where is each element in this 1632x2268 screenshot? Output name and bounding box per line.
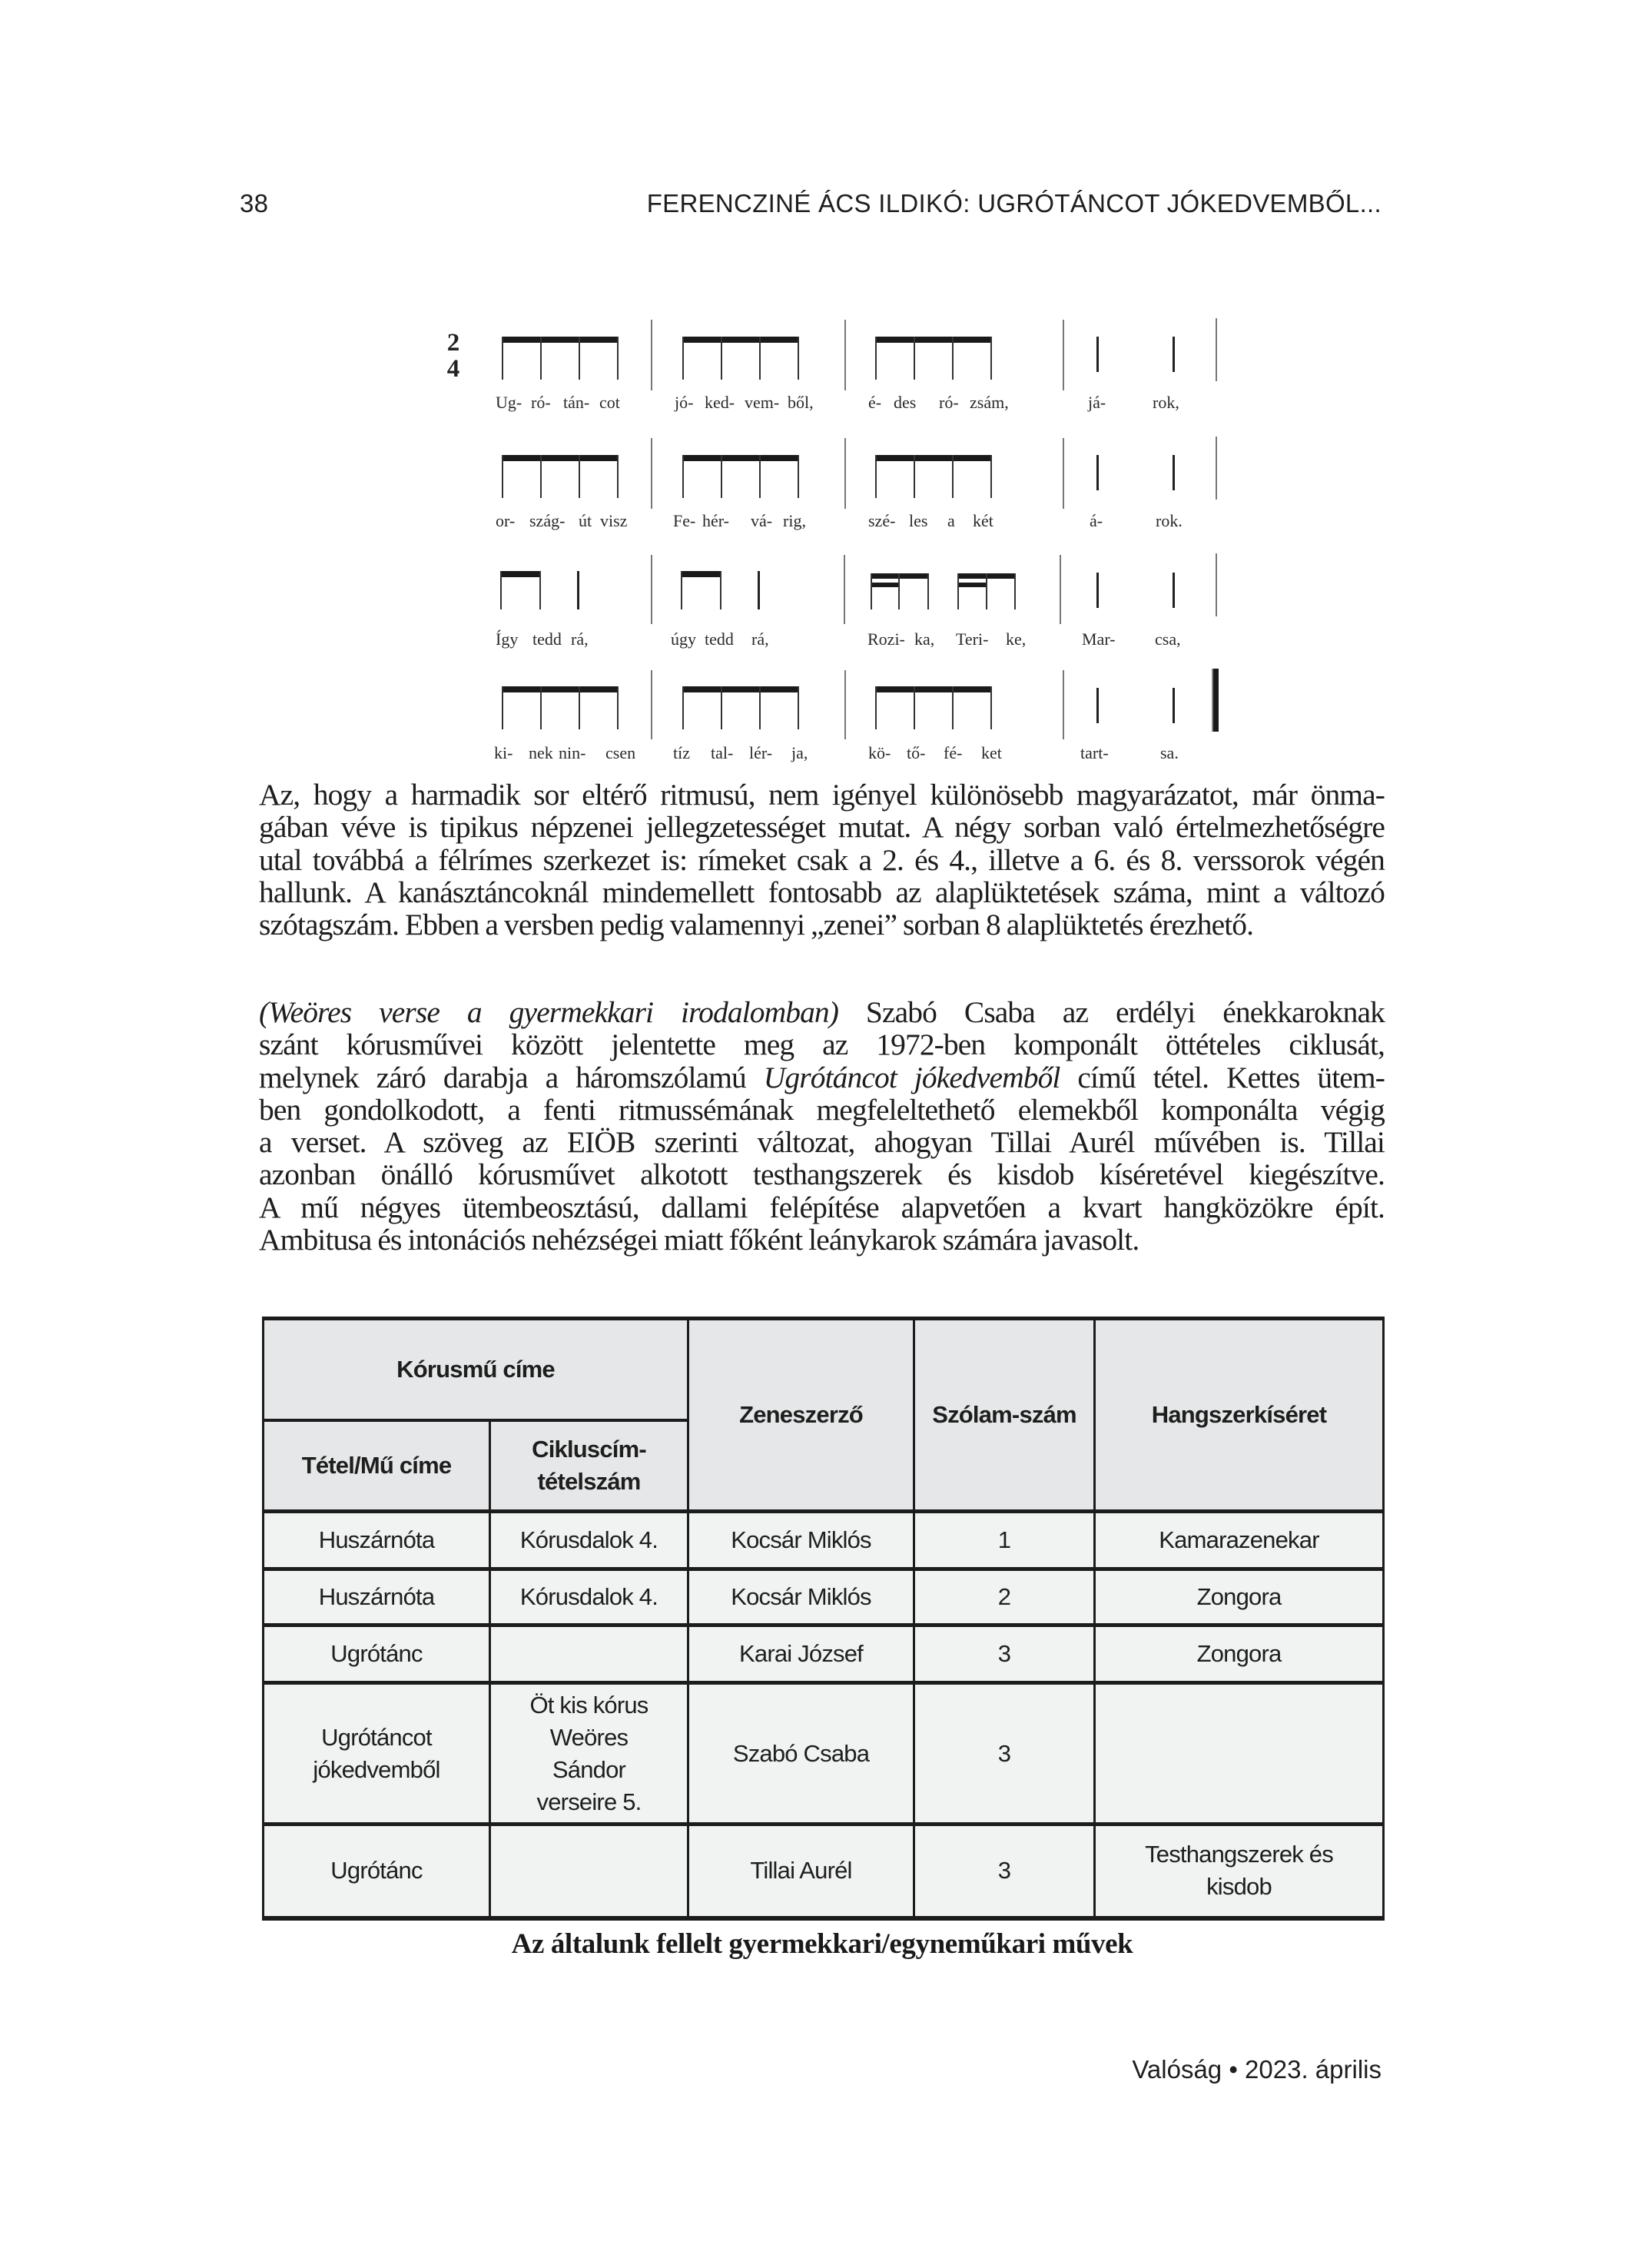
lyric-syllable: ből, [788, 393, 814, 412]
note-stem [990, 686, 992, 729]
lyric-syllable: rok. [1156, 511, 1183, 530]
note-stem [875, 686, 877, 729]
cell-composer: Kocsár Miklós [688, 1569, 914, 1625]
table-row [264, 1625, 1384, 1683]
lyric-syllable: zsám, [970, 393, 1009, 412]
time-signature-denominator: 4 [446, 355, 460, 383]
header-voices: Szólam-szám [914, 1319, 1095, 1512]
table-caption: Az általunk fellelt gyermekkari/egyneműkari művek [511, 1928, 1133, 1960]
cell-composer: Tillai Aurél [688, 1825, 914, 1918]
eighth-beam [681, 571, 721, 577]
cell-voices: 2 [914, 1569, 1095, 1625]
lyric-syllable: tíz [673, 743, 690, 762]
lyric-syllable: vem- [745, 393, 780, 412]
note-stem [952, 337, 954, 380]
lyric-syllable: kö- [868, 743, 891, 762]
lyric-syllable: Teri- [956, 629, 989, 649]
cell-accompaniment [1095, 1825, 1384, 1918]
note-stem [681, 571, 682, 609]
cell-voices: 3 [914, 1625, 1095, 1683]
note-stem [502, 455, 503, 498]
bar-line [844, 670, 846, 739]
bar-line [844, 438, 846, 509]
note-stem [721, 455, 722, 498]
bar-line [1063, 320, 1064, 390]
note-stem [875, 337, 877, 380]
note-stem [500, 571, 502, 609]
header-cycle-title-text: Cikluscím-tételszám [532, 1435, 646, 1495]
cell-title: Ugrótánc [264, 1625, 490, 1683]
note-stem [579, 455, 580, 498]
lyric-syllable: Mar- [1082, 629, 1116, 649]
lyric-syllable: tal- [711, 743, 734, 762]
lyric-syllable: Fe- [673, 511, 696, 530]
lyric-syllable: ja, [791, 743, 808, 762]
eighth-beam [682, 686, 799, 692]
cell-cycle: Kórusdalok 4. [490, 1512, 688, 1569]
lyric-syllable: visz [600, 511, 628, 530]
note-stem [540, 686, 542, 729]
note-stem [957, 573, 959, 609]
lyric-syllable: rá, [571, 629, 589, 649]
lyric-syllable: tán- [563, 393, 590, 412]
note-stem [927, 573, 929, 609]
lyric-syllable: fé- [944, 743, 963, 762]
note-stem [759, 686, 761, 729]
quarter-note-stem [758, 571, 760, 609]
text-line: azonban önálló kórusművet alkotott testhangszerek és kisdob kíséretével kiegészítve. [259, 1157, 1385, 1192]
quarter-note-stem [1173, 337, 1175, 372]
header-movement-title: Tétel/Mű címe [264, 1420, 490, 1512]
eighth-beam [875, 337, 992, 343]
note-stem [720, 571, 721, 609]
cell-title: Huszárnóta [264, 1569, 490, 1625]
text-line: ben gondolkodott, a fenti ritmussémának megfeleltethető elemekből komponálta végig [259, 1092, 1385, 1127]
choral-works-table [262, 1317, 1385, 1921]
note-stem [579, 337, 580, 380]
sixteenth-beam [871, 583, 900, 587]
lyric-syllable: tedd [532, 629, 562, 649]
lyric-syllable: csa, [1155, 629, 1181, 649]
table-row [264, 1825, 1384, 1918]
cell-cycle [490, 1683, 688, 1825]
text-line: Az, hogy a harmadik sor eltérő ritmusú, nem igényel különösebb magyarázatot, már önma- [259, 778, 1385, 812]
lyric-syllable: szé- [868, 511, 896, 530]
header-choral-work-title-group: Kórusmű címe [264, 1319, 688, 1420]
lyric-syllable: ró- [939, 393, 959, 412]
lyric-syllable: rá, [751, 629, 769, 649]
cell-title [264, 1683, 490, 1825]
bar-line [651, 555, 652, 624]
text-line [259, 996, 1385, 1028]
lyric-syllable: Rozi- [867, 629, 905, 649]
lyric-syllable: rok, [1153, 393, 1179, 412]
rhythm-notation [0, 0, 1632, 776]
lyric-syllable: cot [599, 393, 620, 412]
lyric-syllable: Ug- [496, 393, 522, 412]
note-stem [914, 455, 915, 498]
note-stem [759, 337, 761, 380]
text-line: Ambitusa és intonációs nehézségei miatt főként leánykarok számára javasolt. [259, 1223, 1139, 1257]
lyric-syllable: két [973, 511, 993, 530]
bar-line [1060, 555, 1061, 624]
note-stem [990, 337, 992, 380]
bar-line [844, 320, 846, 390]
cell-composer: Karai József [688, 1625, 914, 1683]
text-line: a verset. A szöveg az EIÖB szerinti változat, ahogyan Tillai Aurél művében is. Tillai [259, 1125, 1385, 1160]
text-run: Szabó Csaba az erdélyi énekkaroknak [838, 995, 1385, 1029]
note-stem [682, 337, 684, 380]
quarter-note-stem [1096, 337, 1099, 372]
note-stem [721, 686, 722, 729]
eighth-beam [871, 573, 929, 579]
lyric-syllable: szág- [529, 511, 566, 530]
cell-accompaniment-text: Testhangszerek és kisdob [1145, 1841, 1333, 1901]
note-stem [798, 455, 799, 498]
cell-accompaniment: Zongora [1095, 1569, 1384, 1625]
text-run: című tétel. Kettes ütem- [1060, 1060, 1385, 1094]
bar-line [1216, 553, 1217, 616]
note-stem [617, 337, 619, 380]
bar-line [651, 670, 652, 739]
cell-composer: Kocsár Miklós [688, 1512, 914, 1569]
lyric-syllable: ke, [1006, 629, 1027, 649]
note-stem [617, 455, 619, 498]
lyric-syllable: ka, [914, 629, 935, 649]
lyric-syllable: des [894, 393, 917, 412]
cell-cycle [490, 1825, 688, 1918]
cell-accompaniment: Kamarazenekar [1095, 1512, 1384, 1569]
bar-line [1216, 318, 1217, 381]
eighth-beam [502, 686, 619, 692]
note-stem [898, 573, 900, 609]
bar-line [1063, 670, 1064, 739]
note-stem [502, 686, 503, 729]
eighth-beam [502, 337, 619, 343]
table-row [264, 1512, 1384, 1569]
note-stem [539, 571, 541, 609]
cell-cycle [490, 1625, 688, 1683]
lyric-syllable: é- [868, 393, 882, 412]
cell-cycle-text: Öt kis kórus Weöres Sándor verseire 5. [529, 1691, 648, 1815]
note-stem [798, 686, 799, 729]
cell-accompaniment: Zongora [1095, 1625, 1384, 1683]
quarter-note-stem [1173, 688, 1175, 723]
table-row [264, 1569, 1384, 1625]
cell-cycle: Kórusdalok 4. [490, 1569, 688, 1625]
quarter-note-stem [1096, 688, 1099, 723]
lyric-syllable: lér- [749, 743, 773, 762]
text-line: gában véve is tipikus népzenei jellegzetességet mutat. A négy sorban való értelmezhetőségre [259, 810, 1385, 845]
eighth-beam [875, 455, 992, 461]
section-lead-italic: (Weöres verse a gyermekkari irodalomban) [259, 995, 839, 1029]
note-stem [759, 455, 761, 498]
eighth-beam [682, 455, 799, 461]
lyric-syllable: úgy [671, 629, 696, 649]
note-stem [540, 455, 542, 498]
lyric-syllable: hér- [702, 511, 729, 530]
lyric-syllable: sa. [1160, 743, 1179, 762]
quarter-note-stem [1173, 573, 1175, 608]
note-stem [682, 455, 684, 498]
lyric-syllable: já- [1088, 393, 1106, 412]
header-cycle-title [490, 1420, 688, 1512]
note-stem [1014, 573, 1016, 609]
lyric-syllable: les [909, 511, 928, 530]
eighth-beam [500, 571, 541, 577]
running-title: FERENCZINÉ ÁCS ILDIKÓ: UGRÓTÁNCOT JÓKEDVEMBŐL... [646, 189, 1382, 218]
lyric-syllable: á- [1090, 511, 1103, 530]
note-stem [502, 337, 503, 380]
note-stem [952, 455, 954, 498]
bar-line [651, 438, 652, 509]
lyric-syllable: tő- [907, 743, 926, 762]
text-line: szótagszám. Ebben a versben pedig valamennyi „zenei” sorban 8 alaplüktetés érezhető. [259, 908, 1254, 942]
note-stem [617, 686, 619, 729]
lyric-syllable: nin- [559, 743, 586, 762]
text-line: szánt kórusművei között jelentette meg az 1972-ben komponált öttételes ciklusát, [259, 1028, 1385, 1062]
lyric-syllable: ró- [531, 393, 551, 412]
eighth-beam [875, 686, 992, 692]
lyric-syllable: tedd [705, 629, 734, 649]
lyric-syllable: ki- [494, 743, 513, 762]
lyric-syllable: jó- [675, 393, 694, 412]
lyric-syllable: út [579, 511, 592, 530]
lyric-syllable: nek [529, 743, 553, 762]
note-stem [579, 686, 580, 729]
sixteenth-beam [957, 583, 987, 587]
page-number: 38 [240, 189, 269, 218]
paragraph-rhythm-analysis [259, 779, 1385, 941]
footer-journal-issue: Valóság • 2023. április [1132, 2055, 1382, 2084]
note-stem [952, 686, 954, 729]
cell-composer: Szabó Csaba [688, 1683, 914, 1825]
text-line: utal továbbá a félrímes szerkezet is: rímeket csak a 2. és 4., illetve a 6. és 8. verssorok végén [259, 842, 1385, 877]
lyric-syllable: rig, [783, 511, 806, 530]
bar-line [651, 320, 652, 390]
lyric-syllable: vá- [751, 511, 773, 530]
note-stem [990, 455, 992, 498]
quarter-note-stem [1096, 455, 1099, 490]
bar-line [844, 555, 845, 624]
cell-accompaniment [1095, 1683, 1384, 1825]
cell-voices: 3 [914, 1683, 1095, 1825]
note-stem [914, 337, 915, 380]
header-accompaniment: Hangszerkíséret [1095, 1319, 1384, 1512]
paragraph-choral-works [259, 996, 1385, 1256]
bar-line [1063, 438, 1064, 509]
lyric-syllable: a [947, 511, 955, 530]
work-title-italic: Ugrótáncot jókedvemből [763, 1060, 1060, 1094]
text-line: A mű négyes ütembeosztású, dallami felépítése alapvetően a kvart hangközökre épít. [259, 1190, 1385, 1224]
cell-voices: 1 [914, 1512, 1095, 1569]
bar-line [1216, 437, 1217, 500]
note-stem [914, 686, 915, 729]
lyric-syllable: Így [496, 629, 519, 649]
note-stem [540, 337, 542, 380]
text-line: hallunk. A kanásztáncoknál mindemellett fontosabb az alaplüktetések száma, mint a változó [259, 875, 1385, 909]
quarter-note-stem [577, 571, 579, 609]
header-composer: Zeneszerző [688, 1319, 914, 1512]
lyric-syllable: csen [605, 743, 636, 762]
cell-title: Huszárnóta [264, 1512, 490, 1569]
note-stem [721, 337, 722, 380]
lyric-syllable: ked- [705, 393, 735, 412]
note-stem [986, 573, 987, 609]
time-signature-numerator: 2 [446, 329, 460, 357]
quarter-note-stem [1173, 455, 1175, 490]
text-line [259, 1061, 1385, 1094]
cell-voices: 3 [914, 1825, 1095, 1918]
table-row [264, 1683, 1384, 1825]
eighth-beam [502, 455, 619, 461]
note-stem [798, 337, 799, 380]
cell-title: Ugrótánc [264, 1825, 490, 1918]
final-double-bar [1212, 669, 1219, 732]
lyric-syllable: or- [496, 511, 516, 530]
text-run: melynek záró darabja a háromszólamú [259, 1060, 764, 1094]
eighth-beam [682, 337, 799, 343]
note-stem [871, 573, 872, 609]
quarter-note-stem [1096, 573, 1099, 608]
lyric-syllable: ket [981, 743, 1002, 762]
cell-title-text: Ugrótáncot jókedvemből [313, 1723, 440, 1783]
note-stem [875, 455, 877, 498]
note-stem [682, 686, 684, 729]
lyric-syllable: tart- [1080, 743, 1109, 762]
